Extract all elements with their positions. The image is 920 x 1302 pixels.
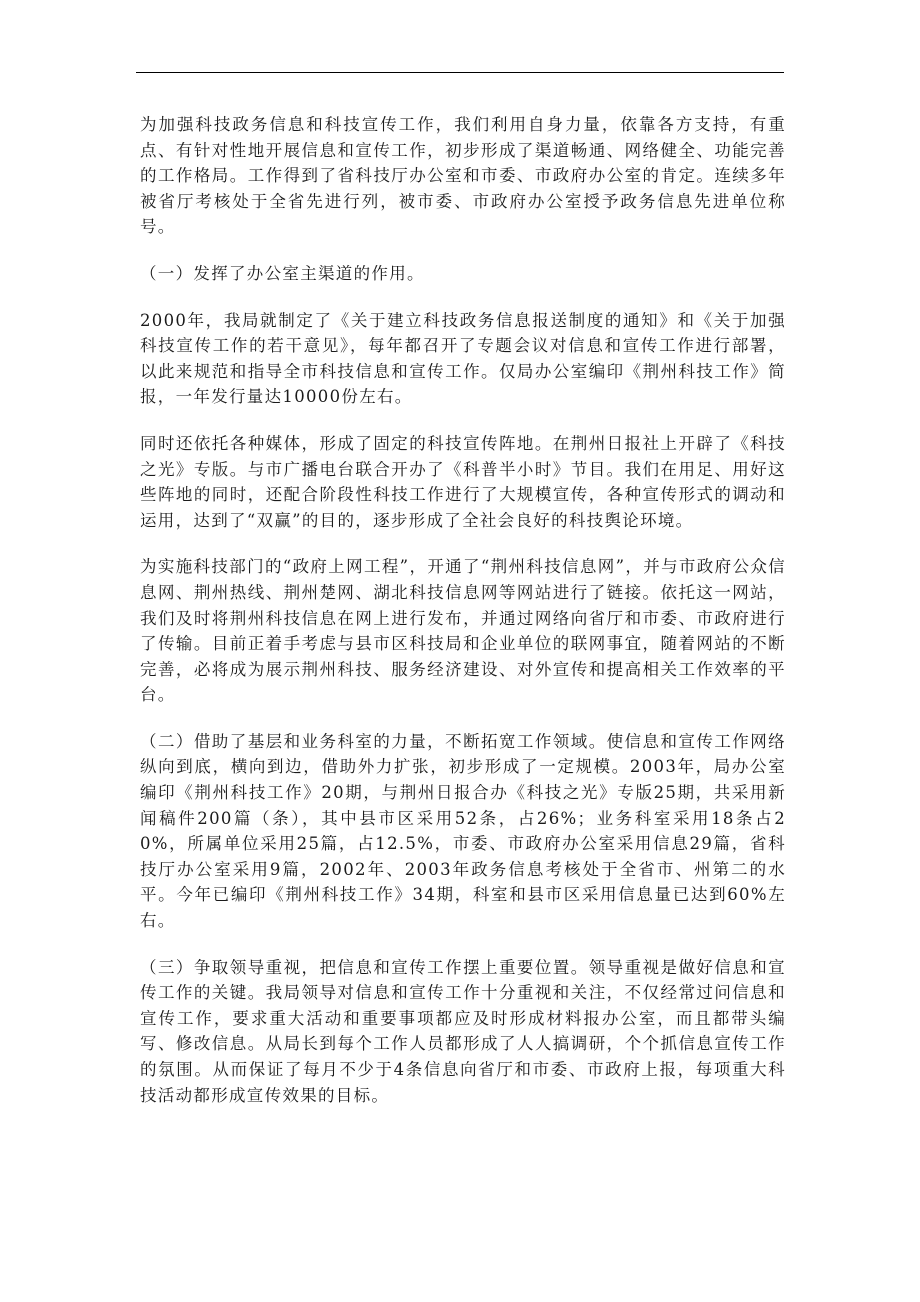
section-heading-1: （一）发挥了办公室主渠道的作用。: [140, 263, 425, 283]
paragraph-2000-system: 2000年，我局就制定了《关于建立科技政务信息报送制度的通知》和《关于加强科技宣传工作的若干意见》，每年都召开了专题会议对信息和宣传工作进行部署，以此来规范和指导全市科技信息和宣传工作。仅局办公室编印《荆州科技工作》简报，一年发行量达10000份左右。: [140, 310, 786, 407]
section-paragraph-2: （二）借助了基层和业务科室的力量，不断拓宽工作领域。使信息和宣传工作网络纵向到底，横向到边，借助外力扩张，初步形成了一定规模。2003年，局办公室编印《荆州科技工作》20期，与荆州日报合办《科技之光》专版25期，共采用新闻稿件200篇（条），其中县市区采用52条，占26%；业务科室采用18条占20%，所属单位采用25篇，占12.5%，市委、市政府办公室采用信息29篇，省科技厅办公室采用9篇，2002年、2003年政务信息考核处于全省市、州第二的水平。今年已编印《荆州科技工作》34期，科室和县市区采用信息量已达到60%左右。: [140, 731, 786, 931]
paragraph-website: 为实施科技部门的“政府上网工程”，开通了“荆州科技信息网”，并与市政府公众信息网、荆州热线、荆州楚网、湖北科技信息网等网站进行了链接。依托这一网站，我们及时将荆州科技信息在网上进行发布，并通过网络向省厅和市委、市政府进行了传输。目前正着手考虑与县市区科技局和企业单位的联网事宜，随着网站的不断完善，必将成为展示荆州科技、服务经济建设、对外宣传和提高相关工作效率的平台。: [140, 557, 786, 705]
document-body: [140, 112, 786, 1108]
paragraph-intro: 为加强科技政务信息和科技宣传工作，我们利用自身力量，依靠各方支持，有重点、有针对性地开展信息和宣传工作，初步形成了渠道畅通、网络健全、功能完善的工作格局。工作得到了省科技厅办公室和市委、市政府办公室的肯定。连续多年被省厅考核处于全省先进行列，被市委、市政府办公室授予政务信息先进单位称号。: [140, 115, 786, 237]
header-rule: [136, 72, 784, 73]
section-paragraph-3: （三）争取领导重视，把信息和宣传工作摆上重要位置。领导重视是做好信息和宣传工作的关键。我局领导对信息和宣传工作十分重视和关注，不仅经常过问信息和宣传工作，要求重大活动和重要事项都应及时形成材料报办公室，而且都带头编写、修改信息。从局长到每个工作人员都形成了人人搞调研，个个抓信息宣传工作的氛围。从而保证了每月不少于4条信息向省厅和市委、市政府上报，每项重大科技活动都形成宣传效果的目标。: [140, 957, 786, 1105]
paragraph-media: 同时还依托各种媒体，形成了固定的科技宣传阵地。在荆州日报社上开辟了《科技之光》专版。与市广播电台联合开办了《科普半小时》节目。我们在用足、用好这些阵地的同时，还配合阶段性科技工作进行了大规模宣传，各种宣传形式的调动和运用，达到了“双赢”的目的，逐步形成了全社会良好的科技舆论环境。: [140, 433, 786, 530]
